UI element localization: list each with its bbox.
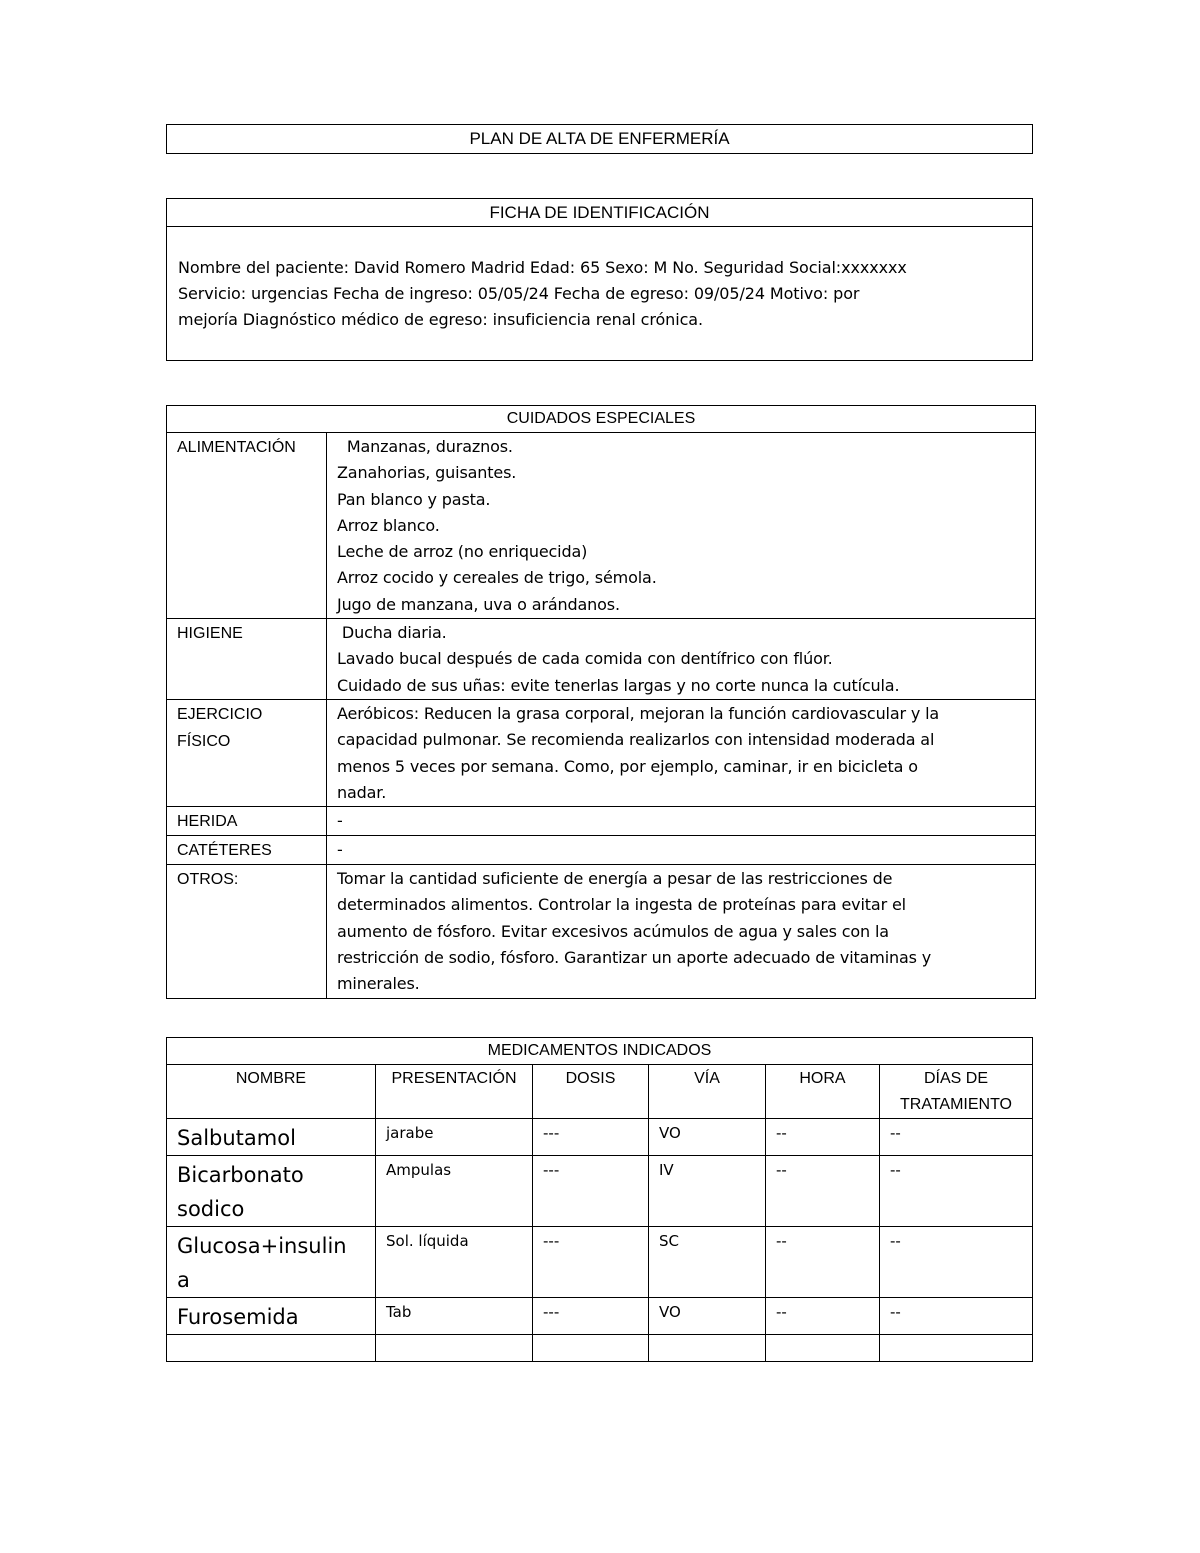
identification-line: mejoría Diagnóstico médico de egreso: insuficiencia renal crónica. [178,310,703,329]
med-presentation [376,1335,533,1362]
care-line: Arroz blanco. [337,515,440,535]
med-days: -- [880,1156,1033,1227]
identification-line: Servicio: urgencias Fecha de ingreso: 05/05/24 Fecha de egreso: 09/05/24 Motivo: por [178,284,860,303]
care-line: Pan blanco y pasta. [337,489,491,509]
care-line: minerales. [337,974,420,994]
care-label: CATÉTERES [167,836,327,865]
table-row-empty [167,1335,1033,1362]
med-time: -- [766,1227,880,1298]
med-dose: --- [533,1156,649,1227]
medications-header: MEDICAMENTOS INDICADOS [167,1038,1033,1065]
med-route: SC [649,1227,766,1298]
column-header: DOSIS [533,1065,649,1119]
med-name: Glucosa+insulina [167,1227,376,1298]
med-dose [533,1335,649,1362]
care-label: EJERCICIO FÍSICO [167,699,327,806]
med-name: Furosemida [167,1298,376,1335]
med-time [766,1335,880,1362]
column-header: PRESENTACIÓN [376,1065,533,1119]
table-row [167,1119,1033,1156]
care-line: - [337,840,343,860]
med-name: Bicarbonato sodico [167,1156,376,1227]
care-line: Jugo de manzana, uva o arándanos. [337,594,620,614]
med-route: VO [649,1119,766,1156]
care-row-ejercicio [167,699,1036,806]
care-value [327,433,1036,619]
care-line: determinados alimentos. Controlar la ingesta de proteínas para evitar el [337,895,906,915]
table-row [167,1298,1033,1335]
care-label: HERIDA [167,807,327,836]
med-presentation: Tab [376,1298,533,1335]
med-dose: --- [533,1119,649,1156]
identification-card [166,198,1033,361]
care-line: Ducha diaria. [337,623,447,643]
document-title: PLAN DE ALTA DE ENFERMERÍA [166,124,1033,154]
care-line: Manzanas, duraznos. [337,437,513,456]
care-line: aumento de fósforo. Evitar excesivos acúmulos de agua y sales con la [337,921,889,941]
care-value [327,865,1036,998]
med-name: Salbutamol [167,1119,376,1156]
med-time: -- [766,1119,880,1156]
med-days: -- [880,1119,1033,1156]
identification-line: Nombre del paciente: David Romero Madrid Edad: 65 Sexo: M No. Seguridad Social:xxxxxxx [178,258,907,277]
med-time: -- [766,1298,880,1335]
care-label: OTROS: [167,865,327,998]
table-row [167,1227,1033,1298]
care-line: Leche de arroz (no enriquecida) [337,542,588,562]
med-route: IV [649,1156,766,1227]
care-line: menos 5 veces por semana. Como, por ejemplo, caminar, ir en bicicleta o [337,756,918,776]
care-line: - [337,811,343,831]
special-care-header: CUIDADOS ESPECIALES [167,406,1036,433]
care-row-higiene [167,619,1036,700]
table-row [167,1156,1033,1227]
column-header: HORA [766,1065,880,1119]
care-line: Cuidado de sus uñas: evite tenerlas largas y no corte nunca la cutícula. [337,675,900,695]
care-value [327,699,1036,806]
med-route [649,1335,766,1362]
care-line: nadar. [337,782,387,802]
care-value [327,619,1036,700]
care-label: HIGIENE [167,619,327,700]
med-presentation: Sol. líquida [376,1227,533,1298]
med-presentation: jarabe [376,1119,533,1156]
care-value [327,807,1036,836]
care-row-alimentacion [167,433,1036,619]
medications-column-headers [167,1065,1033,1119]
med-days: -- [880,1298,1033,1335]
care-line: Arroz cocido y cereales de trigo, sémola. [337,568,657,588]
identification-body [167,227,1032,333]
special-care-table [166,405,1036,999]
medications-table [166,1037,1033,1362]
care-row-cateteres [167,836,1036,865]
column-header: VÍA [649,1065,766,1119]
med-name [167,1335,376,1362]
med-days [880,1335,1033,1362]
med-route: VO [649,1298,766,1335]
identification-header: FICHA DE IDENTIFICACIÓN [167,199,1032,227]
care-label: ALIMENTACIÓN [167,433,327,619]
med-days: -- [880,1227,1033,1298]
care-line: Aeróbicos: Reducen la grasa corporal, mejoran la función cardiovascular y la [337,703,940,723]
care-line: Tomar la cantidad suficiente de energía a pesar de las restricciones de [337,869,893,889]
care-line: Lavado bucal después de cada comida con dentífrico con flúor. [337,649,833,669]
care-line: restricción de sodio, fósforo. Garantizar un aporte adecuado de vitaminas y [337,948,932,968]
care-value [327,836,1036,865]
column-header: NOMBRE [167,1065,376,1119]
med-time: -- [766,1156,880,1227]
care-row-herida [167,807,1036,836]
care-line: Zanahorias, guisantes. [337,463,517,483]
care-row-otros [167,865,1036,998]
column-header: DÍAS DE TRATAMIENTO [880,1065,1033,1119]
med-dose: --- [533,1298,649,1335]
med-dose: --- [533,1227,649,1298]
care-line: capacidad pulmonar. Se recomienda realizarlos con intensidad moderada al [337,730,935,750]
med-presentation: Ampulas [376,1156,533,1227]
